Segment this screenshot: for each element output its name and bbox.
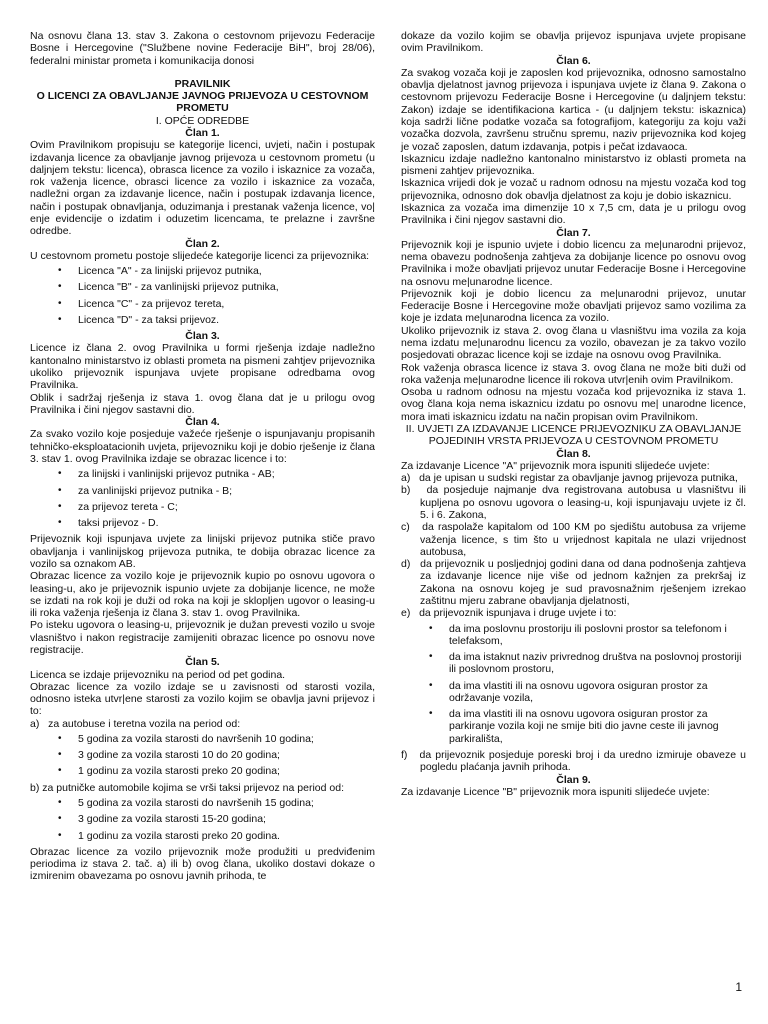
article-7-para-1: Prijevoznik koji je ispunio uvjete i dobio licencu za me|unarodni prijevoz, nema obavezu podnošenja zahtjeva za dobijanje licence po osnovu ovog Pravilnika i može obavljati prijevoz unutar Federacije Bosne i Hercegovine na osnovu me|unarodne licence. (401, 238, 746, 288)
list-item: • 3 godine za vozila starosti 15-20 godina; (58, 813, 375, 825)
section-heading-1: I. OPĆE ODREDBE (155, 114, 250, 127)
article-heading-3: Član 3. (185, 330, 220, 343)
article-4-para-1: Za svako vozilo koje posjeduje važeće rješenje o ispunjavanju propisanih tehničko-eksploatacionih uvjeta, prijevozniku koji je dobio rješenje iz člana 3. stav 1. ovog Pravilnika izdaje se obrazac licence i to: (30, 428, 375, 465)
document-page (30, 30, 746, 883)
list-item: • za linijski i vanlinijski prijevoz putnika - AB; (58, 468, 375, 480)
article-5-para-3: Obrazac licence za vozilo prijevoznik može produžiti u predviđenim periodima iz stava 2. tač. a) ili b) ovog člana, ukoliko dostavi dokaze o izmirenim obavezama po osnovu javnih prihoda, te (30, 845, 375, 883)
article-heading-5: Član 5. (185, 656, 220, 669)
list-item: • Licenca "A" - za linijski prijevoz putnika, (58, 265, 375, 277)
article-7-para-4: Rok važenja obrasca licence iz stava 3. ovog člana ne može biti duži od roka važenja me|unarodne licence ili rokova utvr|enih ovim Pravilnikom. (401, 361, 746, 386)
article-5-para-2: Obrazac licence za vozilo izdaje se u zavisnosti od starosti vozila, odnosno isteka utvr|ene starosti za vozilo kojim se obavlja javni prijevoz i to: (30, 680, 375, 718)
other-conditions-list (401, 623, 746, 746)
article-4-para-4: Po isteku ugovora o leasing-u, prijevoznik je dužan prevesti vozilo u svoje vlasništvo i nakon registracije zamijeniti obrazac licence po osnovu nove registracije. (30, 619, 375, 656)
list-item: • taksi prijevoz - D. (58, 517, 375, 529)
list-item: • da ima istaknut naziv privrednog društva na poslovnoj prostoriji ili poslovnom prostoru, (429, 651, 746, 676)
article-5-item-b: b) za putničke automobile kojima se vrši taksi prijevoz na period od: (30, 781, 344, 794)
article-6-para-4: Iskaznica za vozača ima dimenzije 10 x 7,5 cm, data je u prilogu ovog Pravilnika i čini njegov sastavni dio. (401, 201, 746, 227)
article-6-para-2: Iskaznicu izdaje nadležno kantonalno ministarstvo iz oblasti prometa na pismeni zahtjev prijevoznika. (401, 152, 746, 178)
article-7-para-5: Osoba u radnom odnosu na mjestu vozača kod prijevoznika iz stava 1. ovog člana koja nema iskaznicu izdatu po osnovu me| unarodne licence, mora imati iskaznicu izdatu na način propisan ovim Pravilnikom. (401, 386, 746, 423)
list-item: • da ima poslovnu prostoriju ili poslovni prostor sa telefonom i telefaksom, (429, 623, 746, 648)
article-heading-4: Član 4. (185, 416, 220, 429)
vehicle-licence-list (30, 468, 375, 529)
article-heading-9: Član 9. (556, 773, 591, 786)
article-5-item-a: a) za autobuse i teretna vozila na period od: (30, 717, 241, 730)
article-3-para-2: Oblik i sadržaj rješenja iz stava 1. ovog člana dat je u prilogu ovog Pravilnika i čini njegov sastavni dio. (30, 391, 375, 416)
list-item: • 5 godina za vozila starosti do navršenih 15 godina; (58, 797, 375, 809)
article-6-para-1: Za svakog vozača koji je zaposlen kod prijevoznika, odnosno samostalno obavlja djelatnost javnog prijevoza i ispunjava uvjete iz člana 9. Zakona o cestovnom prijevozu Federacije Bosne i Hercegovine (u daljnjem tekstu: Zakon) izdaje se identifikaciona kartica - (u daljnjem tekstu: iskaznica) koja sadrži lične podatke vozača sa fotografijom, kategoriju za koju važi vozačka dozvola, završenu stručnu spremu, naziv prijevoznika kod kojeg je vozač zaposlen, datum izdavanja, potpis i pečat izdavaoca. (401, 66, 746, 153)
document-subtitle: O LICENCI ZA OBAVLJANJE JAVNOG PRIJEVOZA U CESTOVNOM PROMETU (36, 90, 369, 115)
document-title: PRAVILNIK (174, 77, 231, 90)
list-item: • 1 godinu za vozila starosti preko 20 godina. (58, 830, 375, 842)
article-heading-7: Član 7. (556, 226, 591, 239)
taxi-period-list (30, 797, 375, 842)
page-number: 1 (735, 980, 742, 994)
article-heading-1: Član 1. (185, 126, 220, 139)
list-item: • 3 godine za vozila starosti 10 do 20 godina; (58, 749, 375, 761)
article-8-item-a: a) da je upisan u sudski registar za obavljanje javnog prijevoza putnika, (401, 472, 738, 485)
licence-categories-list (30, 265, 375, 326)
list-item: • da ima vlastiti ili na osnovu ugovora osiguran prostor za održavanje vozila, (429, 680, 746, 705)
article-9-intro: Za izdavanje Licence "B" prijevoznik mora ispuniti slijedeće uvjete: (401, 785, 710, 798)
article-6-para-3: Iskaznica vrijedi dok je vozač u radnom odnosu na mjestu vozača kod tog prijevoznika, odnosno dok obavlja djelatnost za koju je dobio iskaznicu. (401, 177, 746, 202)
article-5-para-3-continued: dokaze da vozilo kojim se obavlja prijevoz ispunjava uvjete propisane ovim Pravilnikom. (401, 30, 746, 55)
article-3-para-1: Licence iz člana 2. ovog Pravilnika u formi rješenja izdaje nadležno kantonalno ministarstvo iz oblasti prometa na pismeni zahtjev prijevoznika ukoliko prijevoznik ispunjava uvjete propisane odredbama ovog Pravilnika. (30, 342, 375, 392)
article-8-item-b: b) da posjeduje najmanje dva registrovana autobusa u vlasništvu ili kupljena po osnovu ugovora o leasing-u, koji ispunjavaju uvjete iz čl. 5. i 6. Zakona, (401, 484, 746, 521)
list-item: • Licenca "D" - za taksi prijevoz. (58, 314, 375, 326)
article-2-text: U cestovnom prometu postoje slijedeće kategorije licenci za prijevoznika: (30, 249, 370, 262)
left-column (30, 30, 375, 883)
article-heading-8: Član 8. (556, 447, 591, 460)
preamble: Na osnovu člana 13. stav 3. Zakona o cestovnom prijevozu Federacije Bosne i Hercegovine ("Službene novine Federacije BiH", broj 28/06), federalni ministar prometa i komunikacija donosi (30, 30, 375, 67)
article-8-intro: Za izdavanje Licence "A" prijevoznik mora ispuniti slijedeće uvjete: (401, 459, 710, 472)
article-8-item-d: d) da prijevoznik u posljednjoj godini dana od dana podnošenja zahtjeva za izdavanje licence nije više od jednom kažnjen za prekršaj iz Zakona na osnovu kojeg je sud pravosnažnim rješenjem izrekao zaštitnu mjeru zabrane obavljanja djelatnosti, (401, 558, 746, 607)
article-1-text: Ovim Pravilnikom propisuju se kategorije licenci, uvjeti, način i postupak izdavanja licence za obavljanje javnog prijevoza u cestovnom prometu (u daljnjem tekstu: licenca), obrasca licence za vozilo i iskaznice za vozača, rok važenja licence, obrasci licence za vozilo i iskaznice za vozača, nadležni organ za izdavanje licence, način i postupak izdavanja licence, način i postupak obnavljanja, oduzimanja i prestanak važenja licence, vo| enje evidencije o izdatim i oduzetim licencama, te prelazne i završne odredbe. (30, 139, 375, 238)
article-8-item-c: c) da raspolaže kapitalom od 100 KM po sjedištu autobusa za vrijeme važenja licence, s tim što u vrijednost kapitala ne ulazi vrijednost autobusa, (401, 521, 746, 558)
list-item: • Licenca "B" - za vanlinijski prijevoz putnika, (58, 281, 375, 293)
article-heading-6: Član 6. (556, 54, 591, 67)
list-item: • Licenca "C" - za prijevoz tereta, (58, 298, 375, 310)
list-item: • 1 godinu za vozila starosti preko 20 godina; (58, 765, 375, 777)
list-item: • za prijevoz tereta - C; (58, 501, 375, 513)
list-item: • da ima vlastiti ili na osnovu ugovora osiguran prostor za parkiranje vozila koji ne smije biti dio javne ceste ili javnog parkirališta, (429, 708, 746, 745)
bus-period-list (30, 733, 375, 778)
list-item: • 5 godina za vozila starosti do navršenih 10 godina; (58, 733, 375, 745)
article-8-item-e: e) da prijevoznik ispunjava i druge uvjete i to: (401, 607, 617, 620)
article-8-item-f: f) da prijevoznik posjeduje poreski broj i da uredno izmiruje obaveze u pogledu plaćanja javnih prihoda. (401, 749, 746, 774)
article-7-para-3: Ukoliko prijevoznik iz stava 2. ovog člana u vlasništvu ima vozila za koja nema izdatu me|unarodnu licencu za vozilo, obavezan je za takvo vozilo posjedovati obrazac licence koji se izdaje na osnovu ovog Pravilnika. (401, 324, 746, 362)
article-5-para-1: Licenca se izdaje prijevozniku na period od pet godina. (30, 668, 286, 681)
section-heading-2: II. UVJETI ZA IZDAVANJE LICENCE PRIJEVOZNIKU ZA OBAVLJANJE POJEDINIH VRSTA PRIJEVOZA U CESTOVNOM PROMETU (405, 423, 742, 448)
article-heading-2: Član 2. (185, 237, 220, 250)
article-7-para-2: Prijevoznik koji je dobio licencu za me|unarodni prijevoz, unutar Federacije Bosne i Hercegovine može obavljati prijevoz samo vozilima za koje je izdata me|unarodna licenca za vozilo. (401, 287, 746, 325)
article-4-para-3: Obrazac licence za vozilo koje je prijevoznik kupio po osnovu ugovora o leasing-u, ako je prijevoznik ispunio uvjete za dobijanje licence, ne može se izdati na rok koji je duži od roka na koji je skloplјen ugovor o leasing-u ili roka važenja rješenja iz člana 3. stav 1. ovog Pravilnika. (30, 570, 375, 620)
list-item: • za vanlinijski prijevoz putnika - B; (58, 485, 375, 497)
article-4-para-2: Prijevoznik koji ispunjava uvjete za linijski prijevoz putnika stiče pravo obavljanja i vanlinijskog prijevoza putnika, te dobija obrazac licence za vozilo sa oznakom AB. (30, 533, 375, 570)
right-column (401, 30, 746, 883)
